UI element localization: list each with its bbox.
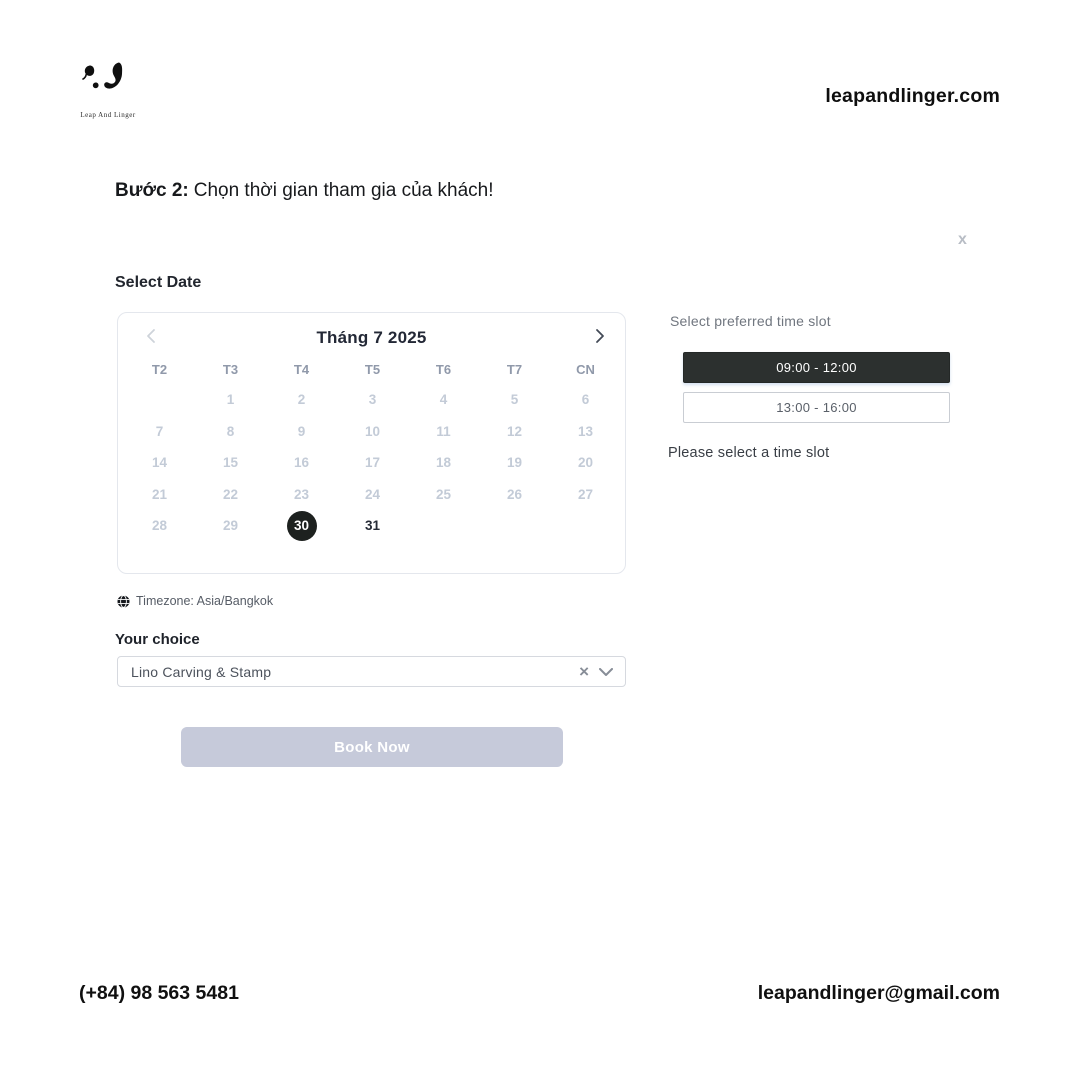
calendar-day-11: 11: [436, 423, 451, 439]
weekday-label: CN: [576, 362, 595, 377]
weekday-label: T5: [364, 362, 381, 377]
close-icon[interactable]: x: [958, 231, 967, 248]
calendar-day-3: 3: [368, 392, 377, 408]
contact-email: leapandlinger@gmail.com: [757, 982, 1000, 1004]
step-text: Chọn thời gian tham gia của khách!: [193, 180, 494, 201]
calendar-nav: [118, 313, 625, 359]
activity-select-value: Lino Carving & Stamp: [131, 663, 272, 680]
time-slot-heading: Select preferred time slot: [670, 313, 831, 329]
calendar-day-8: 8: [226, 423, 235, 439]
calendar-day-18: 18: [435, 455, 452, 471]
time-slot-helper-text: Please select a time slot: [668, 445, 830, 461]
calendar-day-20: 20: [577, 455, 594, 471]
weekday-label: T4: [293, 362, 310, 377]
time-slot-option-afternoon[interactable]: 13:00 - 16:00: [683, 392, 950, 423]
calendar-day-7: 7: [155, 423, 164, 439]
website-url: leapandlinger.com: [825, 85, 1000, 107]
timezone-label: Timezone: Asia/Bangkok: [136, 594, 274, 608]
step-title: [115, 180, 494, 202]
calendar-day-1: 1: [226, 392, 235, 408]
step-number: Bước 2:: [115, 180, 189, 201]
calendar-day-13: 13: [577, 423, 594, 439]
select-date-heading: Select Date: [115, 274, 202, 291]
calendar-day-16: 16: [293, 455, 310, 471]
calendar-grid: [118, 384, 625, 542]
timezone-row: [117, 594, 273, 608]
calendar-day-4: 4: [439, 392, 448, 408]
calendar-day-5: 5: [510, 392, 519, 408]
calendar-day-19: 19: [506, 455, 523, 471]
calendar-month-label: Tháng 7 2025: [316, 328, 427, 347]
clear-selection-icon[interactable]: ×: [579, 662, 589, 681]
calendar-day-26: 26: [506, 486, 523, 502]
calendar-day-10: 10: [364, 423, 381, 439]
activity-select[interactable]: [117, 656, 626, 687]
calendar-day-12: 12: [506, 423, 523, 439]
weekday-label: T2: [151, 362, 168, 377]
brand-logo: [72, 62, 144, 119]
time-slot-option-morning[interactable]: 09:00 - 12:00: [683, 352, 950, 383]
calendar-day-29: 29: [222, 518, 239, 534]
calendar-day-25: 25: [435, 486, 452, 502]
calendar-weekday-row: [118, 362, 625, 377]
contact-phone: (+84) 98 563 5481: [79, 982, 239, 1004]
calendar-day-27: 27: [577, 486, 594, 502]
weekday-label: T7: [506, 362, 523, 377]
calendar-day-14: 14: [151, 455, 168, 471]
next-month-button chevron-right-icon[interactable]: [591, 328, 607, 344]
calendar-day-6: 6: [581, 392, 590, 408]
calendar-day-23: 23: [293, 486, 310, 502]
logo-blobs-icon: [80, 62, 136, 108]
chevron-down-icon[interactable]: [595, 668, 625, 676]
calendar-day-9: 9: [297, 423, 306, 439]
calendar-day-2: 2: [297, 392, 306, 408]
calendar: [117, 312, 626, 574]
logo-wordmark: Leap And Linger: [80, 111, 136, 119]
calendar-day-17: 17: [364, 455, 381, 471]
weekday-label: T6: [435, 362, 452, 377]
book-now-button[interactable]: Book Now: [181, 727, 563, 767]
calendar-day-21: 21: [151, 486, 168, 502]
calendar-day-15: 15: [222, 455, 239, 471]
calendar-day-31[interactable]: 31: [364, 518, 381, 534]
calendar-day-24: 24: [364, 486, 381, 502]
calendar-day-28: 28: [151, 518, 168, 534]
calendar-day-30[interactable]: 30: [266, 510, 337, 542]
weekday-label: T3: [222, 362, 239, 377]
calendar-day-22: 22: [222, 486, 239, 502]
globe-icon: [117, 595, 130, 608]
your-choice-label: Your choice: [115, 631, 200, 648]
